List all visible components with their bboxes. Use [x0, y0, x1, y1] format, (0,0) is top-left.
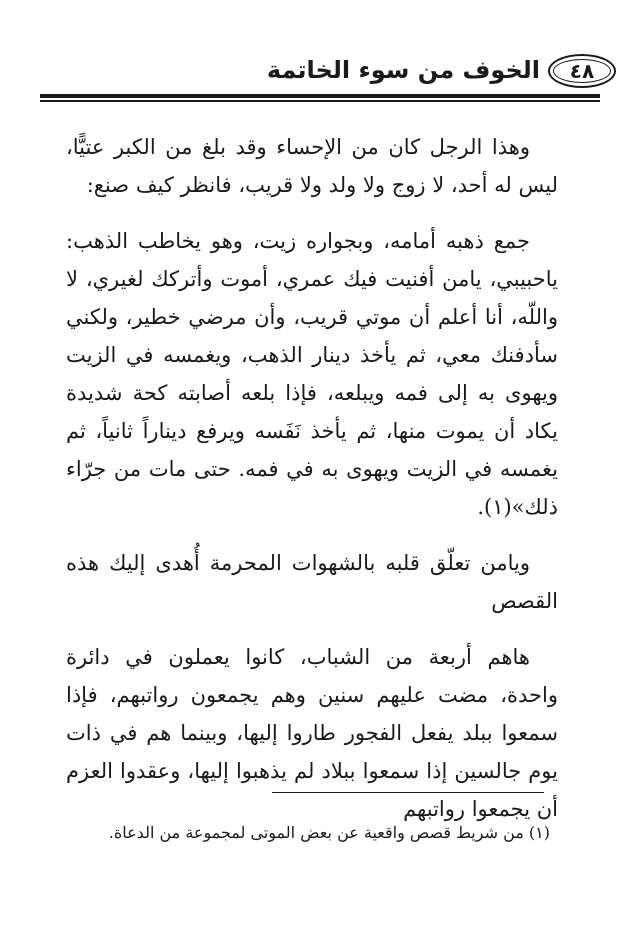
- footnote-separator: [272, 792, 544, 793]
- page-number-badge: ٤٨: [548, 54, 616, 88]
- running-title: الخوف من سوء الخاتمة: [266, 56, 540, 84]
- paragraph: وهذا الرجل كان من الإحساء وقد بلغ من الكبر عتيًّا، ليس له أحد، لا زوج ولا ولد ولا قريب، فانظر كيف صنع:: [66, 135, 558, 197]
- header-rule-thin: [40, 100, 600, 102]
- paragraph: جمع ذهبه أمامه، وبجواره زيت، وهو يخاطب الذهب: ياحبيبي، يامن أفنيت فيك عمري، أموت وأتركك لغيري، لا واللّه، أنا أعلم أن موتي قريب، وأن مرضي خطير، ولكني سأدفنك معي، ثم يأخذ دينار الذهب، ويغمسه في الزيت ويهوى به إلى فمه ويبلعه، فإذا بلعه أصابته كحة شديدة يكاد أن يموت منها، ثم يأخذ نَفَسه ويرفع ديناراً ثانياً، ثم يغمسه في الزيت ويهوى به في فمه. حتى مات من جرّاء ذلك»(١).: [66, 229, 558, 519]
- page-header: [40, 52, 600, 92]
- header-rule-thick: [40, 94, 600, 98]
- body-text: [66, 128, 558, 846]
- footnote: (١) من شريط قصص واقعية عن بعض الموتى لمجموعة من الدعاة.: [108, 823, 550, 842]
- paragraph: ويامن تعلّق قلبه بالشهوات المحرمة أُهدى إليك هذه القصص: [66, 551, 558, 613]
- paragraph: هاهم أربعة من الشباب، كانوا يعملون في دائرة واحدة، مضت عليهم سنين وهم يجمعون رواتبهم، فإذا سمعوا ببلد يفعل الفجور طاروا إليها، وبينما هم في ذات يوم جالسين إذا سمعوا ببلاد لم يذهبوا إليها، وعقدوا العزم أن يجمعوا رواتبهم: [66, 645, 558, 821]
